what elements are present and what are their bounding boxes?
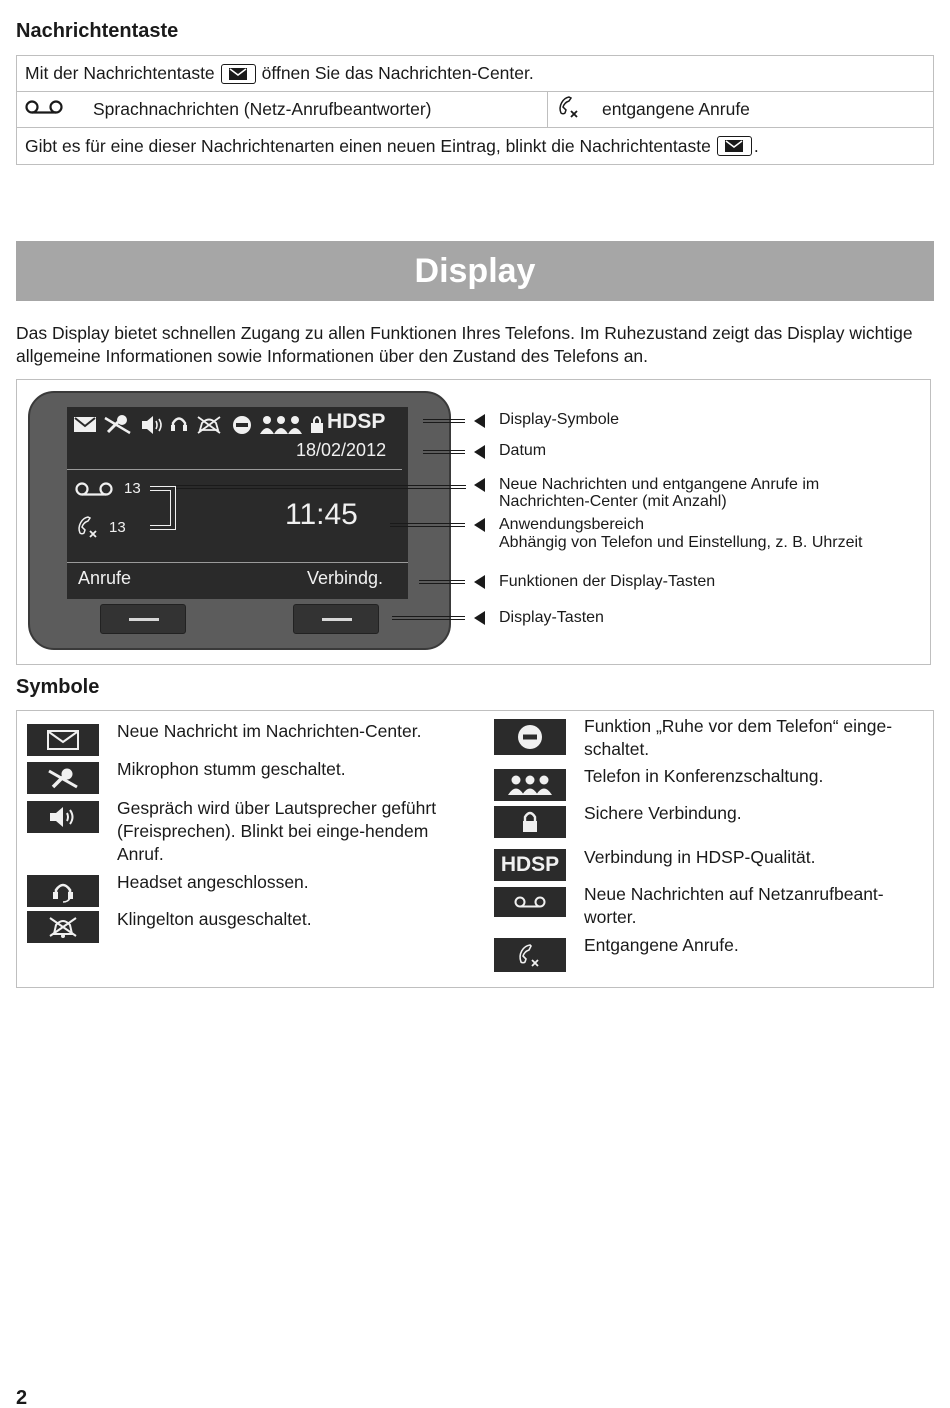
- callout-display-symbols: Display-Symbole: [499, 411, 620, 428]
- message-key-icon: [221, 64, 256, 84]
- symbol-text-missed-call: Entgangene Anrufe.: [584, 935, 739, 955]
- envelope-icon: [74, 417, 96, 432]
- symbol-text-speaker: Gespräch wird über Lautsprecher geführt (Freisprechen). Blinkt bei einge-hendem Anruf.: [117, 798, 437, 864]
- bell-off-icon: [198, 417, 220, 433]
- callout-arrow: [474, 478, 485, 492]
- headset-icon: [171, 419, 187, 432]
- mute-microphone-icon: [27, 762, 99, 794]
- callout-arrow: [474, 518, 485, 532]
- mute-microphone-icon: [105, 415, 130, 433]
- lock-icon: [311, 417, 323, 433]
- callout-arrow: [474, 575, 485, 589]
- symbol-text-conference: Telefon in Konferenzschaltung.: [584, 766, 824, 786]
- page-number: 2: [16, 1387, 28, 1408]
- callout-line-date: [423, 450, 465, 454]
- message-key-blink-text: Gibt es für eine dieser Nachrichtenarten einen neuen Eintrag, blinkt die Nachrichtentaste: [25, 135, 711, 156]
- symbol-text-envelope: Neue Nachricht im Nachrichten-Center.: [117, 721, 422, 741]
- display-softkey-right[interactable]: [293, 604, 379, 634]
- message-key-intro: Mit der Nachrichtentaste: [25, 63, 215, 83]
- symbol-text-bell-off: Klingelton ausgeschaltet.: [117, 909, 312, 929]
- screen-divider-top: [67, 469, 402, 470]
- callout-line-symbols: [423, 419, 465, 423]
- callout-app-area-2: Abhängig von Telefon und Einstellung, z. B. Uhrzeit: [499, 534, 863, 551]
- section-heading-nachrichtentaste: Nachrichtentaste: [16, 20, 179, 42]
- missed-call-icon: [556, 94, 582, 125]
- symbol-text-do-not-disturb: Funktion „Ruhe vor dem Telefon“ einge-schaltet.: [584, 716, 893, 759]
- symbols-heading: Symbole: [16, 676, 100, 698]
- speaker-icon: [142, 416, 161, 434]
- voicemail-label: Sprachnachrichten (Netz-Anrufbeantworter): [93, 99, 432, 119]
- symbol-text-voicemail: Neue Nachrichten auf Netzanrufbeant-worter.: [584, 884, 884, 927]
- callout-softkeys: Display-Tasten: [499, 609, 604, 626]
- phone-date: 18/02/2012: [296, 440, 387, 460]
- callout-arrow: [474, 611, 485, 625]
- softkey-right-label: Verbindg.: [307, 568, 384, 588]
- lock-icon: [494, 806, 566, 838]
- conference-icon: [494, 769, 566, 801]
- display-softkey-left[interactable]: [100, 604, 186, 634]
- hdsp-logo: HDSP: [327, 410, 386, 433]
- message-key-table: [16, 55, 934, 165]
- callout-line-app: [390, 523, 465, 527]
- missed-call-label: entgangene Anrufe: [602, 99, 750, 119]
- bell-off-icon: [27, 911, 99, 943]
- headset-icon: [27, 875, 99, 907]
- screen-missed-count: 13: [109, 519, 126, 536]
- phone-time: 11:45: [285, 498, 358, 531]
- missed-call-icon: [494, 938, 566, 972]
- callout-line-messages: [176, 485, 466, 489]
- callout-line-softkeys: [392, 616, 465, 620]
- message-key-row-1: [17, 56, 933, 92]
- callout-messages-2: Nachrichten-Center (mit Anzahl): [499, 493, 727, 510]
- message-key-icon: [717, 136, 752, 156]
- hdsp-icon-label: HDSP: [500, 853, 560, 876]
- speaker-icon: [27, 801, 99, 833]
- symbol-text-hdsp: Verbindung in HDSP-Qualität.: [584, 847, 816, 867]
- conference-icon: [260, 416, 302, 434]
- message-key-row-3: [17, 128, 933, 164]
- message-key-row-2: [17, 92, 933, 128]
- symbol-text-headset: Headset angeschlossen.: [117, 872, 309, 892]
- symbol-text-mute: Mikrophon stumm geschaltet.: [117, 759, 346, 779]
- symbol-text-lock: Sichere Verbindung.: [584, 803, 742, 823]
- callout-messages-1: Neue Nachrichten und entgangene Anrufe im: [499, 476, 820, 493]
- screen-voicemail-icon: [75, 481, 115, 502]
- callout-app-area-1: Anwendungsbereich: [499, 516, 644, 533]
- screen-missed-call-icon: [75, 514, 101, 545]
- callout-date: Datum: [499, 442, 547, 459]
- display-intro-text: Das Display bietet schnellen Zugang zu allen Funktionen Ihres Telefons. Im Ruhezustand zeigt das Display wichtige allgemeine Informationen sowie Informationen über den Zustand des Telefons an.: [16, 323, 913, 366]
- do-not-disturb-icon: [233, 416, 251, 434]
- missed-call-cell: [548, 92, 750, 127]
- callout-line-softkey-functions: [419, 580, 465, 584]
- callout-softkey-functions: Funktionen der Display-Tasten: [499, 573, 716, 590]
- do-not-disturb-icon: [494, 719, 566, 755]
- bracket-inner: [150, 490, 171, 526]
- message-key-blink-period: .: [753, 135, 759, 156]
- screen-divider-bottom: [67, 562, 408, 563]
- voicemail-icon: [494, 887, 566, 917]
- envelope-icon: [27, 724, 99, 756]
- voicemail-icon: [25, 99, 65, 120]
- softkey-left-label: Anrufe: [78, 568, 132, 588]
- callout-arrow: [474, 445, 485, 459]
- screen-voicemail-count: 13: [124, 480, 141, 497]
- voicemail-cell: [17, 92, 548, 127]
- display-banner: Display: [16, 241, 934, 301]
- hdsp-icon: [494, 849, 566, 881]
- message-key-outro: öffnen Sie das Nachrichten-Center.: [261, 63, 534, 83]
- callout-arrow: [474, 414, 485, 428]
